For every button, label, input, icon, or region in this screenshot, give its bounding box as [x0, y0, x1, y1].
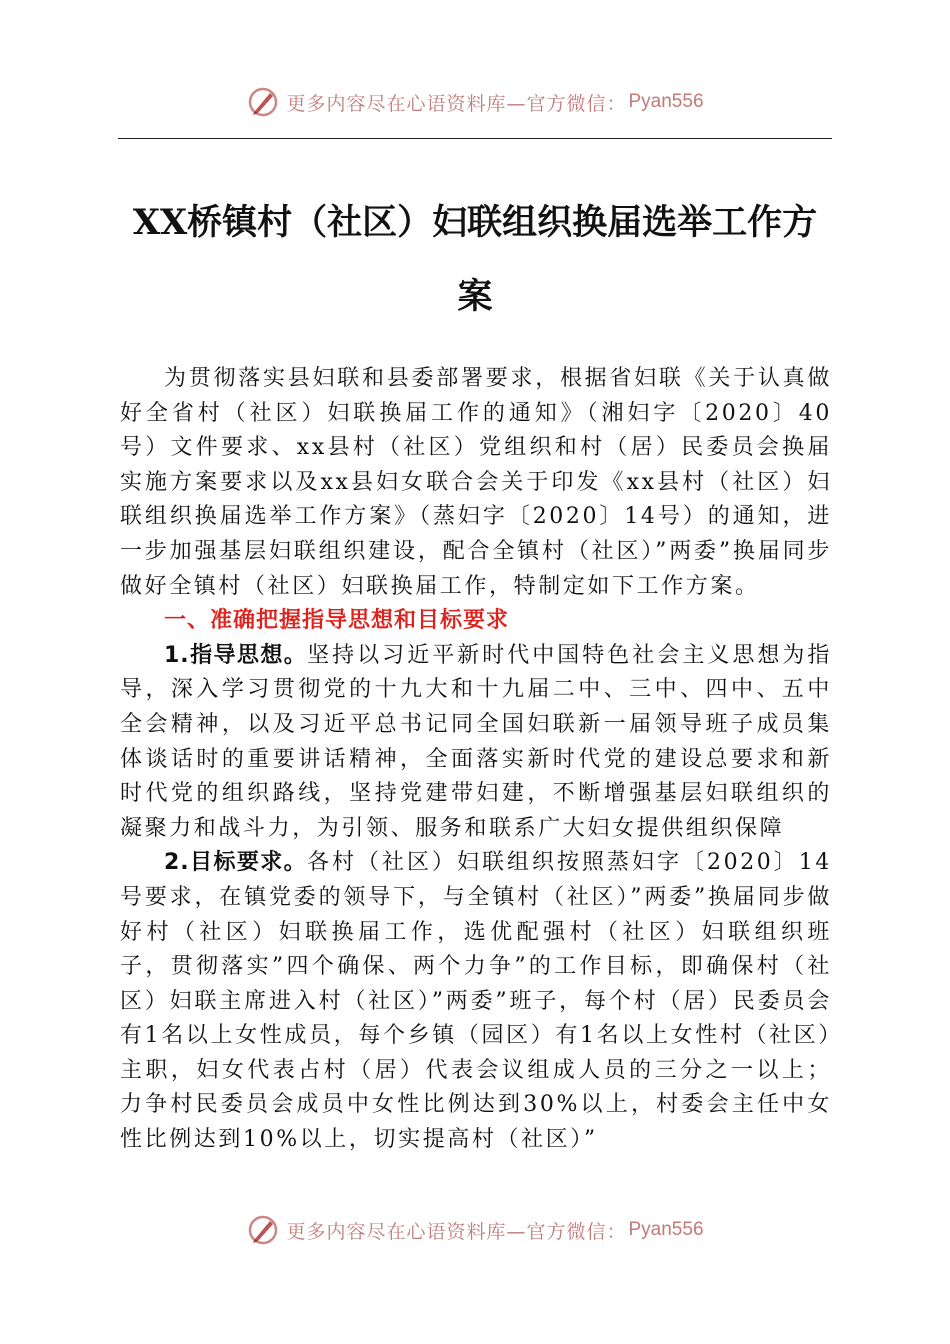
- banner-wechat-id: Pyan556: [628, 1219, 704, 1240]
- document-title: XX桥镇村（社区）妇联组织换届选举工作方案: [132, 202, 818, 317]
- item-lead: 1.指导思想。: [164, 642, 308, 668]
- intro-paragraph: 为贯彻落实县妇联和县委部署要求，根据省妇联《关于认真做好全省村（社区）妇联换届工作的通知》（湘妇字〔2020〕40号）文件要求、xx县村（社区）党组织和村（居）民委员会换届实施方案要求以及xx县妇女联合会关于印发《xx县村（社区）妇联组织换届选举工作方案》（蒸妇字〔2020〕14号）的通知，进一步加强基层妇联组织建设，配合全镇村（社区）”两委”换届同步做好全镇村（社区）妇联换届工作，特制定如下工作方案。: [120, 366, 832, 599]
- banner-text: 更多内容尽在心语资料库—官方微信：: [286, 92, 627, 115]
- header-divider: [118, 138, 832, 139]
- document-body: [120, 362, 832, 1158]
- item-lead: 2.目标要求。: [164, 850, 308, 876]
- banner-wechat-id: Pyan556: [628, 91, 704, 112]
- footer-banner: [0, 1210, 950, 1250]
- pen-logo-icon: [246, 1213, 280, 1247]
- item-guiding-ideology: [120, 639, 832, 847]
- header-banner: [0, 82, 950, 122]
- section-heading: 一、准确把握指导思想和目标要求: [164, 608, 510, 634]
- item-target-requirements: [120, 846, 832, 1157]
- item-text: 各村（社区）妇联组织按照蒸妇字〔2020〕14号要求，在镇党委的领导下，与全镇村（社区）”两委”换届同步做好村（社区）妇联换届工作，选优配强村（社区）妇联组织班子，贯彻落实”四个确保、两个力争”的工作目标，即确保村（社区）妇联主席进入村（社区）”两委”班子，每个村（居）民委员会有1名以上女性成员，每个乡镇（园区）有1名以上女性村（社区）主职，妇女代表占村（居）代表会议组成人员的三分之一以上；力争村民委员会成员中女性比例达到30%以上，村委会主任中女性比例达到10%以上，切实提高村（社区）”: [120, 850, 832, 1153]
- item-text: 坚持以习近平新时代中国特色社会主义思想为指导，深入学习贯彻党的十九大和十九届二中、三中、四中、五中全会精神，以及习近平总书记同全国妇联新一届领导班子成员集体谈话时的重要讲话精神，全面落实新时代党的建设总要求和新时代党的组织路线，坚持党建带妇建，不断增强基层妇联组织的凝聚力和战斗力，为引领、服务和联系广大妇女提供组织保障: [120, 642, 832, 841]
- banner-text: 更多内容尽在心语资料库—官方微信：: [286, 1220, 627, 1243]
- pen-logo-icon: [246, 85, 280, 119]
